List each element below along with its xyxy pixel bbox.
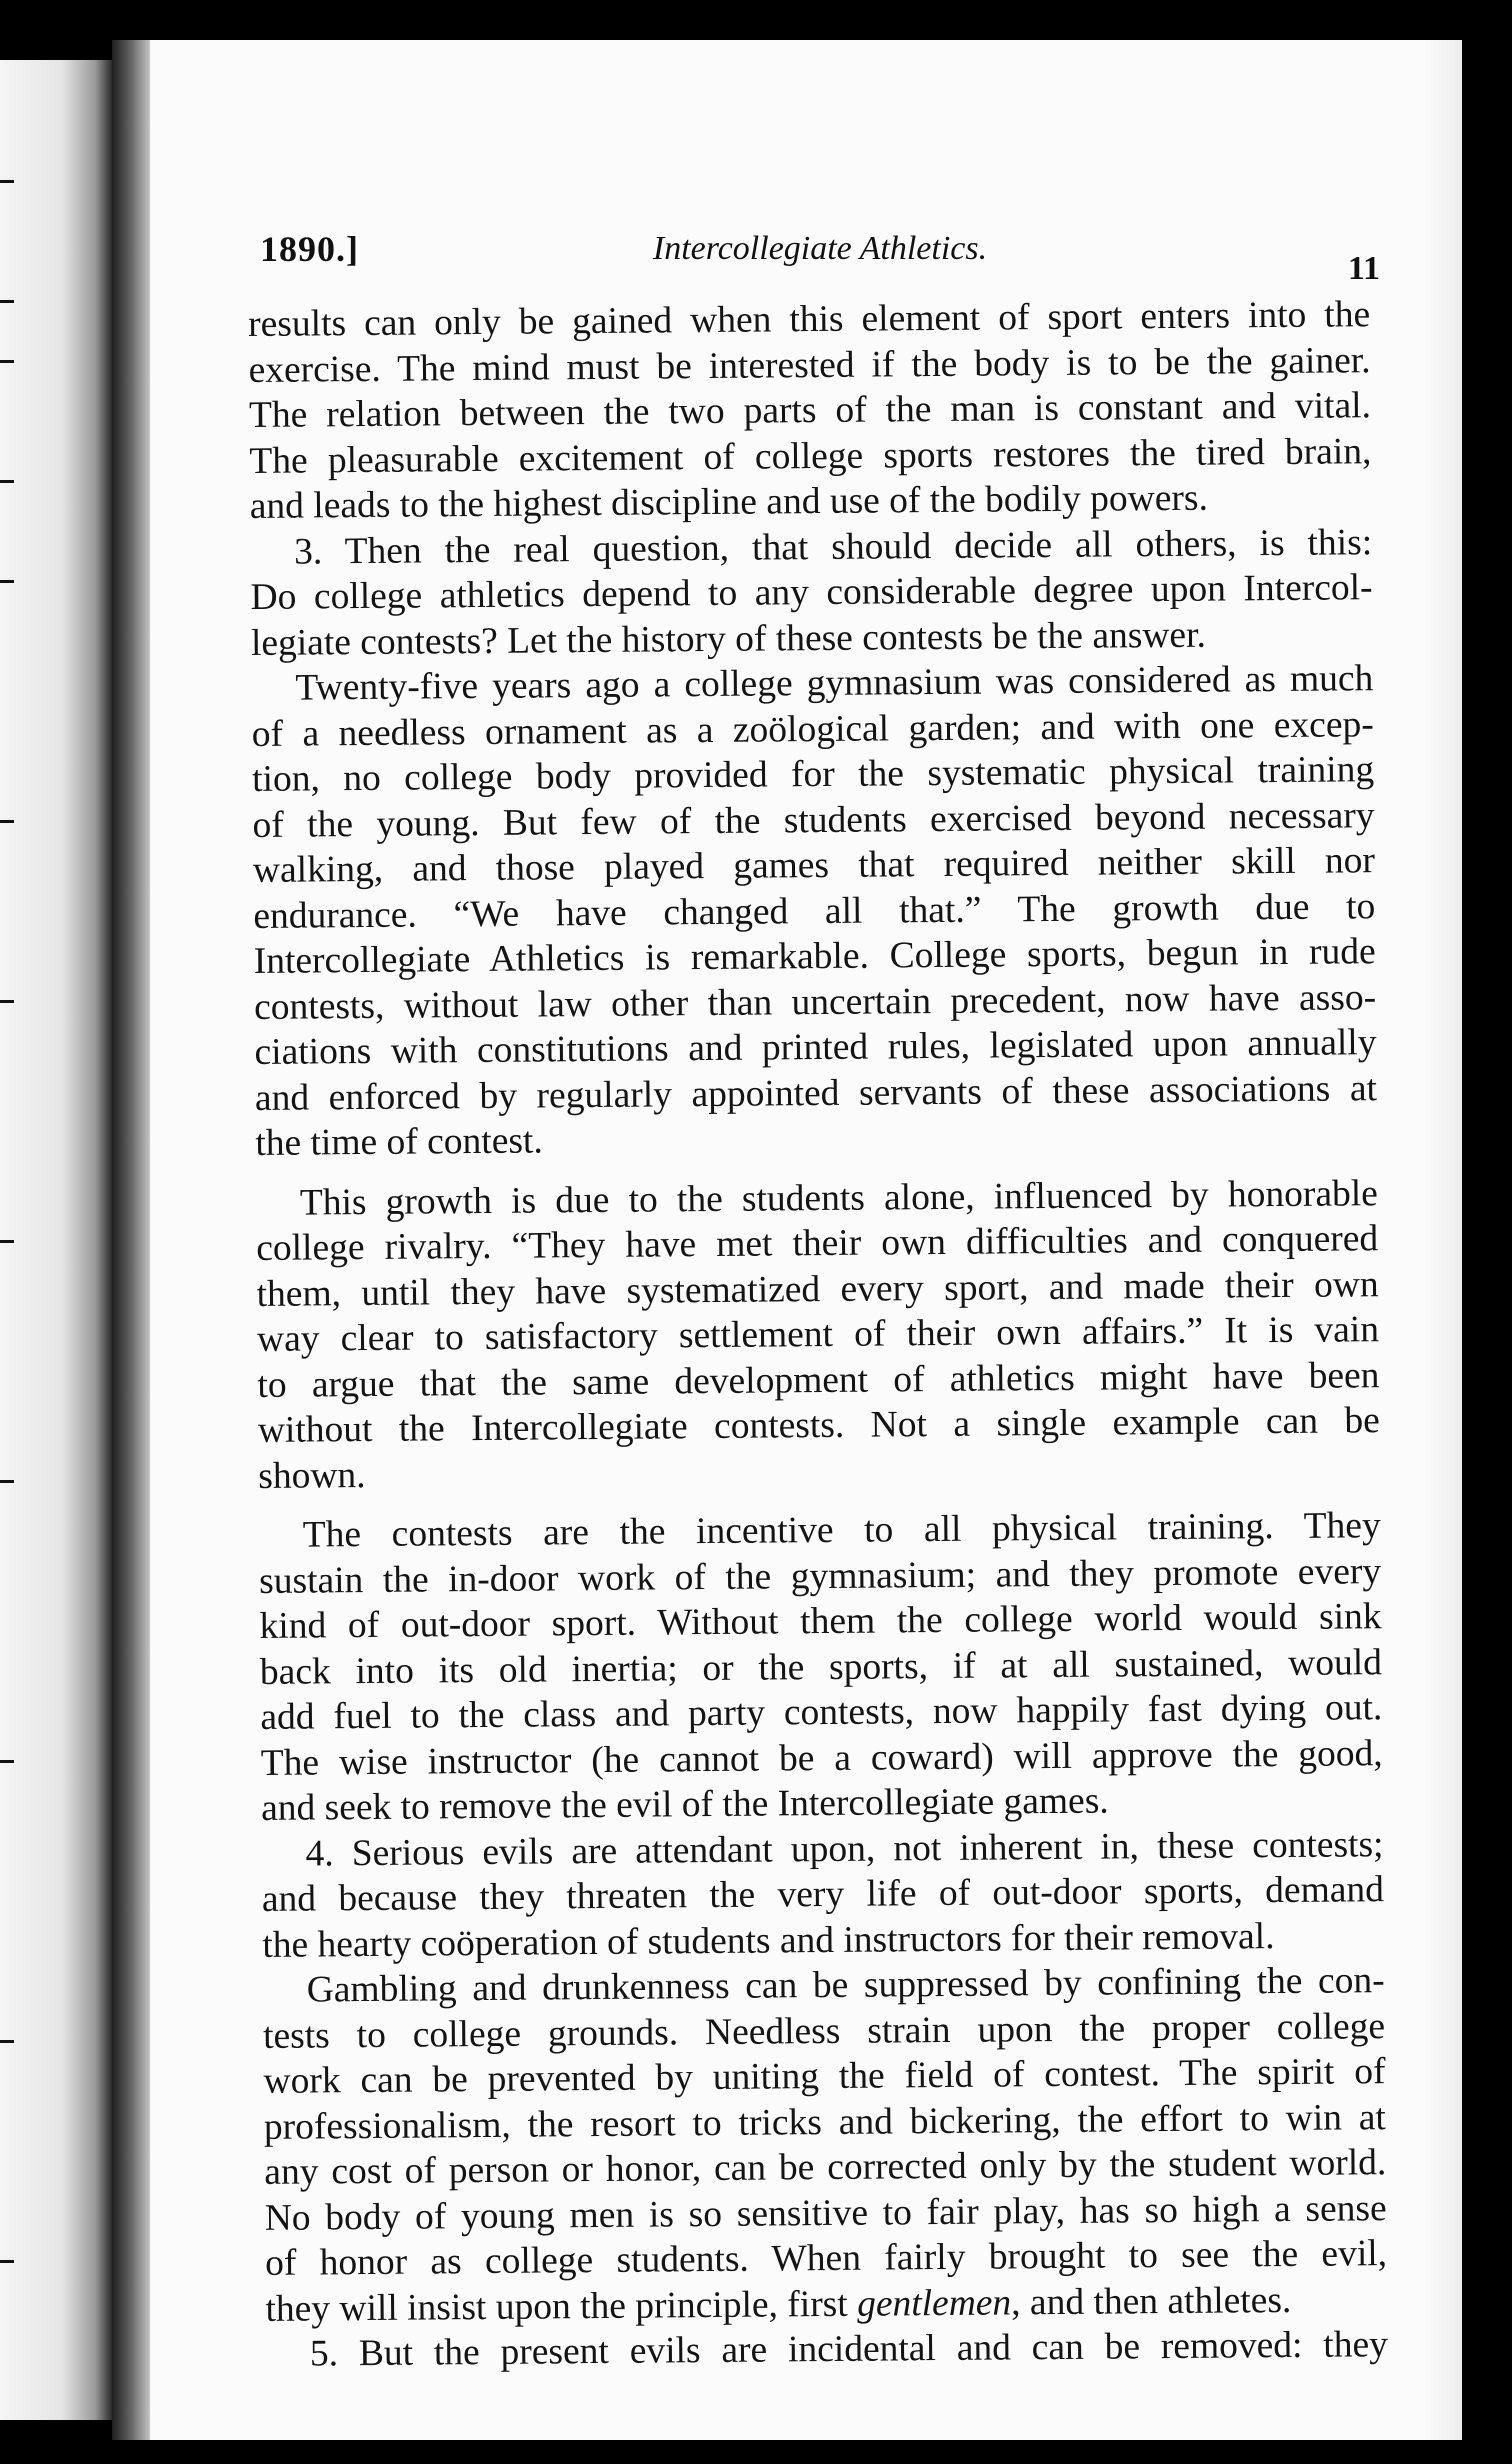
facing-page-edge	[0, 60, 112, 2420]
text-run: they will insist upon the principle, first	[265, 2283, 848, 2330]
page-edge-mark	[0, 180, 14, 183]
text-line: The pleasurable excitement of college sports restores the tired brain,	[249, 430, 1372, 482]
text-line: This growth is due to the students alone, influenced by honorable	[299, 1172, 1378, 1224]
text-line: shown.	[258, 1454, 366, 1497]
page-edge-mark	[0, 300, 14, 303]
text-line: legiate contests? Let the history of these contests be the answer.	[250, 614, 1207, 664]
header-year: 1890.]	[260, 229, 359, 269]
page-edge-mark	[0, 480, 14, 483]
text-line: tion, no college body provided for the systematic physical training	[251, 749, 1375, 800]
text-line: college rivalry. “They have met their own difficulties and conquered	[256, 1218, 1379, 1269]
text-line: contests, without law other than uncertain precedent, now have asso-	[253, 976, 1377, 1028]
running-header	[260, 208, 1380, 287]
body-text	[248, 292, 1388, 2377]
text-line: Do college athletics depend to any considerable degree upon Intercol-	[250, 567, 1373, 618]
text-line: way clear to satisfactory settlement of their own affairs.” It is vain	[256, 1309, 1380, 1360]
text-line: of a needless ornament as a zoölogical garden; and with one excep-	[251, 703, 1374, 755]
text-line: and enforced by regularly appointed servants of these associations at	[254, 1067, 1378, 1119]
text-line: without the Intercollegiate contests. Not a single example can be	[257, 1400, 1380, 1451]
text-line: exercise. The mind must be interested if the body is to be the gainer.	[248, 339, 1371, 391]
text-line: ciations with constitutions and printed rules, legislated upon annually	[254, 1022, 1377, 1073]
page-edge-mark	[0, 2040, 14, 2043]
page-edge-mark	[0, 1240, 14, 1243]
page-edge-mark	[0, 2260, 14, 2263]
text-line: professionalism, the resort to tricks and bickering, the effort to win at	[263, 2096, 1387, 2148]
text-line: 4. Serious evils are attendant upon, not inherent in, these contests;	[305, 1823, 1384, 1875]
text-line: and seek to remove the evil of the Intercollegiate games.	[260, 1780, 1109, 1829]
text-line: work can be prevented by uniting the field of contest. The spirit of	[263, 2051, 1386, 2102]
text-line: Twenty-five years ago a college gymnasium was considered as much	[295, 658, 1374, 709]
text-line: The contests are the incentive to all physical training. They	[302, 1505, 1381, 1556]
page-edge-mark	[0, 1000, 14, 1003]
text-line: sustain the in-door work of the gymnasium; and they promote every	[258, 1550, 1382, 1602]
text-line: back into its old inertia; or the sports, if at all sustained, would	[259, 1641, 1383, 1693]
text-line: tests to college grounds. Needless strain upon the proper college	[262, 2005, 1386, 2057]
text-line: 5. But the present evils are incidental and can be removed: they	[309, 2324, 1389, 2375]
page-edge-mark	[0, 820, 14, 823]
text-line: the time of contest.	[255, 1120, 543, 1164]
text-line: add fuel to the class and party contests, now happily fast dying out.	[260, 1687, 1383, 1738]
book-page	[150, 40, 1462, 2440]
page-edge-mark	[0, 360, 14, 363]
text-line: Gambling and drunkenness can be suppressed by confining the con-	[306, 1960, 1385, 2011]
text-line: The wise instructor (he cannot be a coward) will approve the good,	[260, 1732, 1383, 1784]
text-line: No body of young men is so sensitive to fair play, has so high a sense	[264, 2187, 1387, 2239]
running-title: Intercollegiate Athletics.	[652, 230, 988, 267]
text-line: endurance. “We have changed all that.” The growth due to	[253, 885, 1376, 937]
page-number: 11	[1347, 250, 1380, 287]
page-shading	[1422, 40, 1462, 2440]
text-line: Intercollegiate Athletics is remarkable. College sports, begun in rude	[253, 931, 1376, 982]
text-line: The relation between the two parts of the man is constant and vital.	[248, 385, 1372, 436]
text-line: any cost of person or honor, can be corrected only by the student world.	[264, 2142, 1387, 2193]
text-run: , and then athletes.	[1011, 2279, 1292, 2323]
text-line: of the young. But few of the students exercised beyond necessary	[252, 794, 1375, 846]
text-line: walking, and those played games that required neither skill nor	[252, 840, 1376, 891]
italic-word: gentlemen	[856, 2281, 1012, 2325]
text-line: of honor as college students. When fairly brought to see the evil,	[264, 2233, 1388, 2284]
page-edge-mark	[0, 1480, 14, 1483]
text-line: and leads to the highest discipline and use of the bodily powers.	[249, 477, 1209, 527]
text-line: 3. Then the real question, that should decide all others, is this:	[294, 521, 1373, 573]
page-edge-mark	[0, 1760, 14, 1763]
text-line: the hearty coöperation of students and instructors for their removal.	[262, 1915, 1275, 1966]
text-line: and because they threaten the very life of out-door sports, demand	[261, 1869, 1385, 1920]
text-line: them, until they have systematized every sport, and made their own	[256, 1263, 1379, 1315]
text-line: to argue that the same development of athletics might have been	[257, 1354, 1380, 1406]
text-line: results can only be gained when this element of sport enters into the	[248, 294, 1371, 345]
text-line: kind of out-door sport. Without them the college world would sink	[259, 1596, 1382, 1647]
page-edge-mark	[0, 580, 14, 583]
